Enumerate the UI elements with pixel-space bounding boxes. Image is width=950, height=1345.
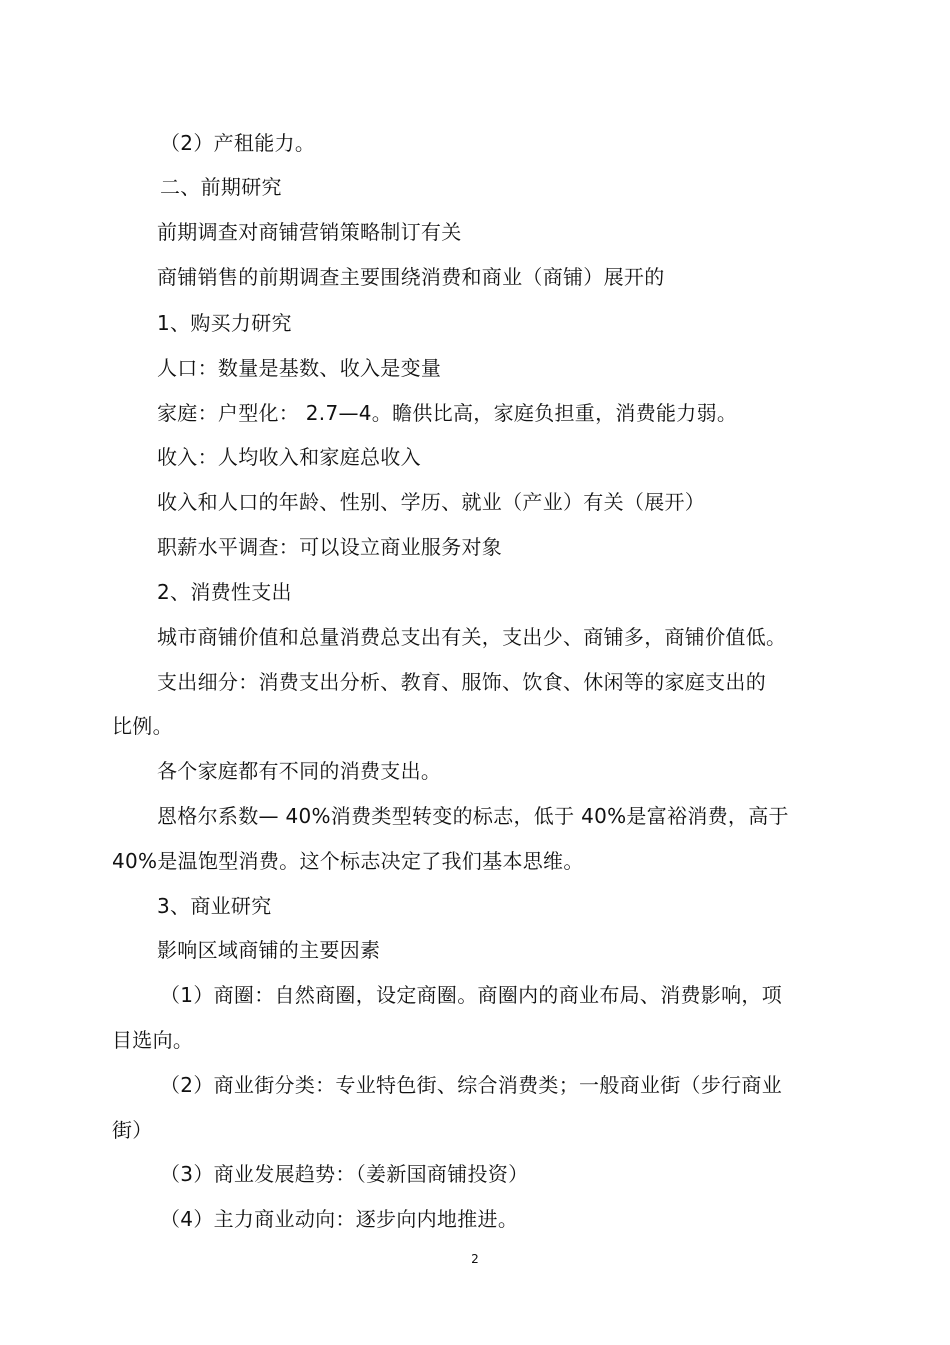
text-line: 恩格尔系数— 40%消费类型转变的标志，低于 40%是富裕消费，高于 — [157, 804, 789, 828]
text-line: 目选向。 — [112, 1028, 194, 1052]
section-heading: 二、前期研究 — [160, 175, 282, 199]
subsection-heading: 2、消费性支出 — [157, 580, 292, 604]
text-line: 商铺销售的前期调查主要围绕消费和商业（商铺）展开的 — [157, 265, 665, 289]
text-line: 收入：人均收入和家庭总收入 — [157, 445, 421, 469]
text-line: 人口：数量是基数、收入是变量 — [157, 356, 442, 380]
text-line: 城市商铺价值和总量消费总支出有关，支出少、商铺多，商铺价值低。 — [157, 625, 787, 649]
text-line: （2）商业街分类：专业特色街、综合消费类；一般商业街（步行商业 — [160, 1073, 783, 1097]
text-line: 前期调查对商铺营销策略制订有关 — [157, 220, 462, 244]
text-line: 街） — [112, 1118, 153, 1142]
text-line: 40%是温饱型消费。这个标志决定了我们基本思维。 — [112, 849, 584, 873]
subsection-heading: 1、购买力研究 — [157, 311, 292, 335]
text-line: 收入和人口的年龄、性别、学历、就业（产业）有关（展开） — [157, 490, 706, 514]
page-number: 2 — [471, 1252, 479, 1266]
text-line: （3）商业发展趋势：（姜新国商铺投资） — [160, 1162, 529, 1186]
text-line: 各个家庭都有不同的消费支出。 — [157, 759, 442, 783]
text-line: 职薪水平调查：可以设立商业服务对象 — [157, 535, 503, 559]
text-line: （1）商圈：自然商圈，设定商圈。商圈内的商业布局、消费影响，项 — [160, 983, 783, 1007]
text-line: 比例。 — [112, 714, 173, 738]
text-line: 支出细分：消费支出分析、教育、服饰、饮食、休闲等的家庭支出的 — [157, 670, 766, 694]
text-line: 家庭：户型化： 2.7—4。瞻供比高，家庭负担重，消费能力弱。 — [157, 401, 738, 425]
text-line: 影响区域商铺的主要因素 — [157, 938, 381, 962]
text-line: （2）产租能力。 — [160, 131, 316, 155]
text-line: （4）主力商业动向：逐步向内地推进。 — [160, 1207, 519, 1231]
subsection-heading: 3、商业研究 — [157, 894, 272, 918]
